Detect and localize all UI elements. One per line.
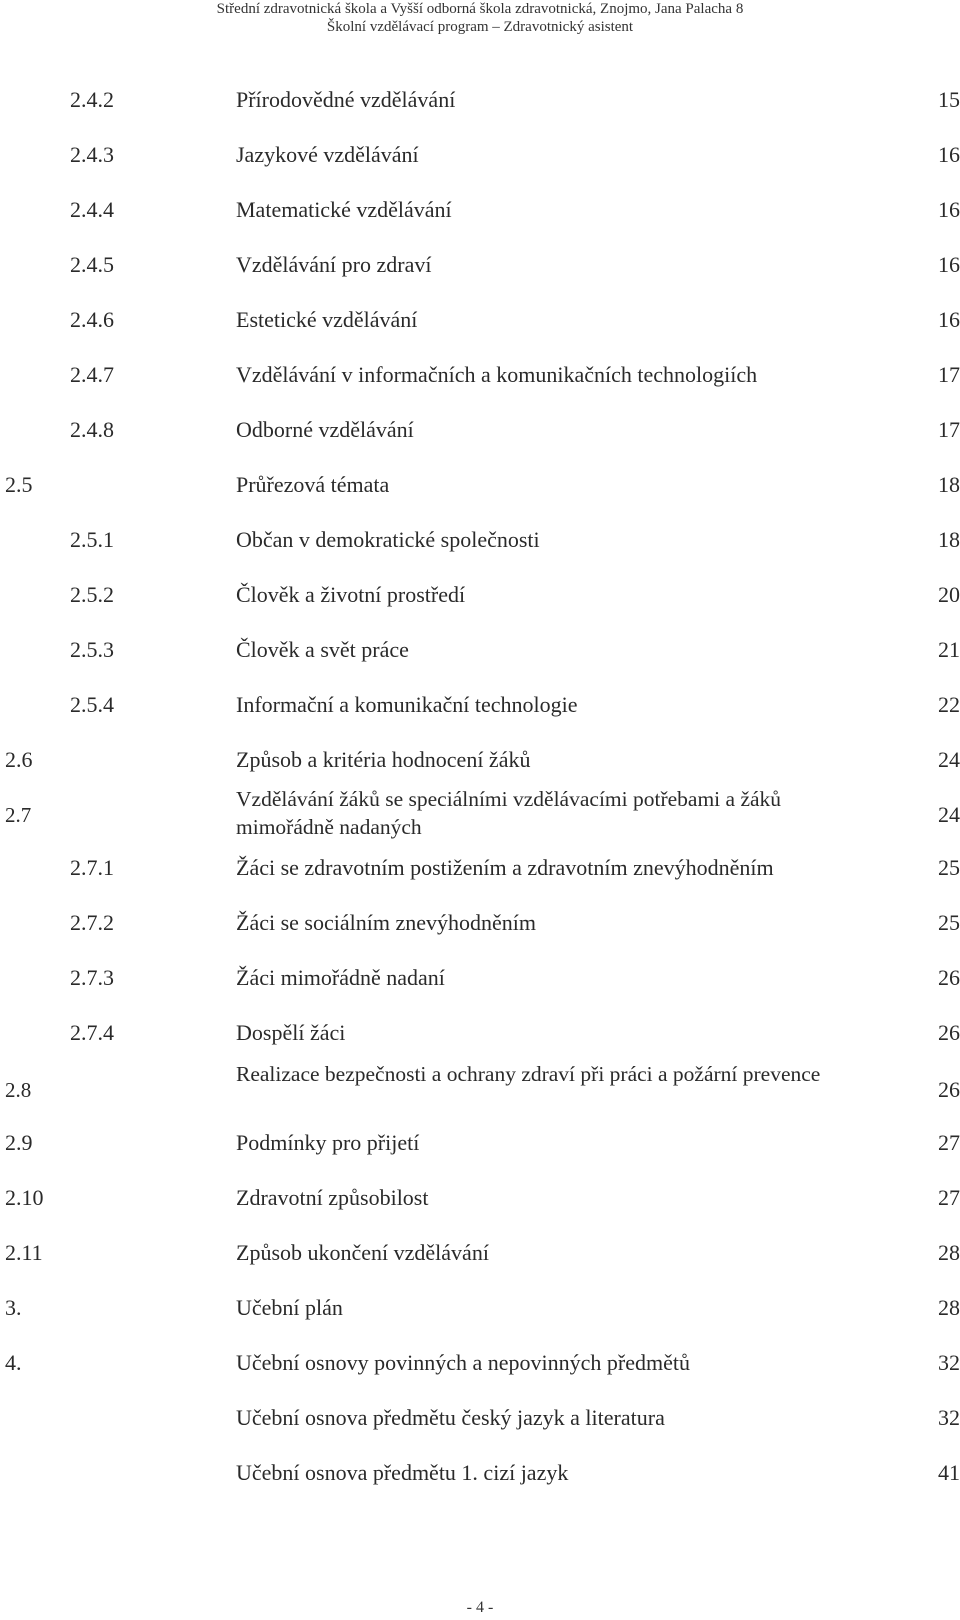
toc-entry: [0, 853, 960, 883]
toc-entry-title: Informační a komunikační technologie: [236, 692, 578, 717]
toc-entry-page: 25: [938, 910, 960, 935]
toc-entry-title: Dospělí žáci: [236, 1020, 346, 1045]
toc-entry-page: 25: [938, 855, 960, 880]
toc-entry-title: Realizace bezpečnosti a ochrany zdraví při práci a požární prevence: [236, 1062, 821, 1086]
toc-entry-page: 16: [938, 307, 960, 332]
toc-entry-page: 20: [938, 582, 960, 607]
toc-entry-title: Člověk a svět práce: [236, 637, 409, 662]
toc-entry-page: 16: [938, 197, 960, 222]
toc-entry-page: 32: [938, 1350, 960, 1375]
toc-entry-number: 2.4.8: [70, 417, 114, 442]
toc-entry: [0, 1060, 960, 1120]
toc-entry: [0, 85, 960, 115]
toc-entry-title: Estetické vzdělávání: [236, 307, 418, 332]
toc-entry-title: Průřezová témata: [236, 472, 390, 497]
toc-entry-number: 3.: [5, 1295, 22, 1320]
toc-entry-title: Jazykové vzdělávání: [236, 142, 419, 167]
toc-entry: [0, 635, 960, 665]
toc-entry: [0, 360, 960, 390]
toc-entry-title: Žáci se sociálním znevýhodněním: [236, 910, 536, 935]
toc-entry-page: 28: [938, 1240, 960, 1265]
toc-entry: [0, 1403, 960, 1433]
toc-entry-title: Zdravotní způsobilost: [236, 1185, 429, 1210]
toc-entry-page: 17: [938, 417, 960, 442]
toc-entry-page: 26: [938, 1077, 960, 1102]
toc-entry-title: Občan v demokratické společnosti: [236, 527, 540, 552]
toc-entry: [0, 140, 960, 170]
toc-entry-page: 16: [938, 142, 960, 167]
toc-entry: [0, 415, 960, 445]
toc-entry-page: 28: [938, 1295, 960, 1320]
toc-entry-number: 2.7: [5, 803, 32, 827]
toc-entry-title: Učební plán: [236, 1295, 343, 1320]
toc-entry: [0, 745, 960, 775]
toc-entry-title: Učební osnova předmětu 1. cizí jazyk: [236, 1460, 569, 1485]
toc-entry-page: 16: [938, 252, 960, 277]
toc-entry-title: Vzdělávání žáků se speciálními vzdělávacími potřebami a žáků mimořádně nadaných: [236, 787, 782, 839]
toc-entry: [0, 963, 960, 993]
toc-entry-page: 18: [938, 472, 960, 497]
toc-entry-page: 24: [938, 802, 960, 827]
toc-entry: [0, 470, 960, 500]
toc-entry-number: 2.7.4: [70, 1020, 114, 1045]
toc-entry-page: 27: [938, 1130, 960, 1155]
toc-entry-number: 2.4.2: [70, 87, 114, 112]
toc-entry-title: Podmínky pro přijetí: [236, 1130, 420, 1155]
toc-entry-number: 2.8: [5, 1078, 32, 1102]
toc-entry-number: 2.4.5: [70, 252, 114, 277]
toc-entry-number: 2.9: [5, 1130, 33, 1155]
toc-entry-number: 2.11: [5, 1240, 43, 1265]
page-number: - 4 -: [466, 1599, 494, 1616]
toc-entry: [0, 1018, 960, 1048]
toc-entry: [0, 195, 960, 225]
toc-entry: [0, 1458, 960, 1488]
toc-entry-page: 15: [938, 87, 960, 112]
toc-entry-number: 4.: [5, 1350, 22, 1375]
toc-entry-number: 2.4.6: [70, 307, 114, 332]
toc-entry-title: Žáci se zdravotním postižením a zdravotním znevýhodněním: [236, 855, 774, 880]
header-program-name: Školní vzdělávací program – Zdravotnický asistent: [326, 19, 634, 35]
toc-entry-title: Vzdělávání pro zdraví: [236, 252, 432, 277]
toc-entry: [0, 785, 960, 845]
toc-entry: [0, 250, 960, 280]
toc-entry-title: Přírodovědné vzdělávání: [236, 87, 456, 112]
toc-entry-title: Žáci mimořádně nadaní: [236, 965, 445, 990]
toc-entry-number: 2.5.4: [70, 692, 114, 717]
toc-entry-page: 18: [938, 527, 960, 552]
toc-entry-page: 32: [938, 1405, 960, 1430]
toc-entry-number: 2.7.2: [70, 910, 114, 935]
toc-entry-number: 2.4.7: [70, 362, 114, 387]
toc-entry: [0, 305, 960, 335]
toc-entry-title: Člověk a životní prostředí: [236, 582, 466, 607]
toc-entry: [0, 690, 960, 720]
toc-entry-page: 24: [938, 747, 960, 772]
toc-entry-number: 2.7.3: [70, 965, 114, 990]
toc-entry-page: 26: [938, 1020, 960, 1045]
toc-entry-number: 2.10: [5, 1185, 44, 1210]
toc-entry-title: Způsob a kritéria hodnocení žáků: [236, 747, 531, 772]
toc-entry-page: 21: [938, 637, 960, 662]
toc-entry-title: Způsob ukončení vzdělávání: [236, 1240, 489, 1265]
toc-entry-page: 26: [938, 965, 960, 990]
toc-entry-title: Učební osnova předmětu český jazyk a literatura: [236, 1405, 665, 1430]
toc-entry: [0, 1348, 960, 1378]
toc-entry-title: Vzdělávání v informačních a komunikačních technologiích: [236, 362, 758, 387]
toc-entry: [0, 1128, 960, 1158]
toc-entry-number: 2.5.3: [70, 637, 114, 662]
toc-entry-title: Učební osnovy povinných a nepovinných předmětů: [236, 1350, 690, 1375]
toc-entry-number: 2.5: [5, 472, 33, 497]
toc-entry-number: 2.5.1: [70, 527, 114, 552]
toc-entry-number: 2.4.3: [70, 142, 114, 167]
toc-entry-number: 2.4.4: [70, 197, 114, 222]
header-school-name: Střední zdravotnická škola a Vyšší odborná škola zdravotnická, Znojmo, Jana Palacha 8: [216, 1, 744, 17]
toc-entry: [0, 525, 960, 555]
toc-entry: [0, 1293, 960, 1323]
toc-entry: [0, 580, 960, 610]
toc-entry-page: 41: [938, 1460, 960, 1485]
toc-entry-title: Matematické vzdělávání: [236, 197, 452, 222]
toc-entry-page: 17: [938, 362, 960, 387]
toc-entry-page: 22: [938, 692, 960, 717]
toc-entry-number: 2.6: [5, 747, 33, 772]
toc-entry-title: Odborné vzdělávání: [236, 417, 414, 442]
toc-entry: [0, 908, 960, 938]
toc-entry-page: 27: [938, 1185, 960, 1210]
toc-entry: [0, 1238, 960, 1268]
toc-entry-number: 2.5.2: [70, 582, 114, 607]
toc-entry-number: 2.7.1: [70, 855, 114, 880]
toc-entry: [0, 1183, 960, 1213]
